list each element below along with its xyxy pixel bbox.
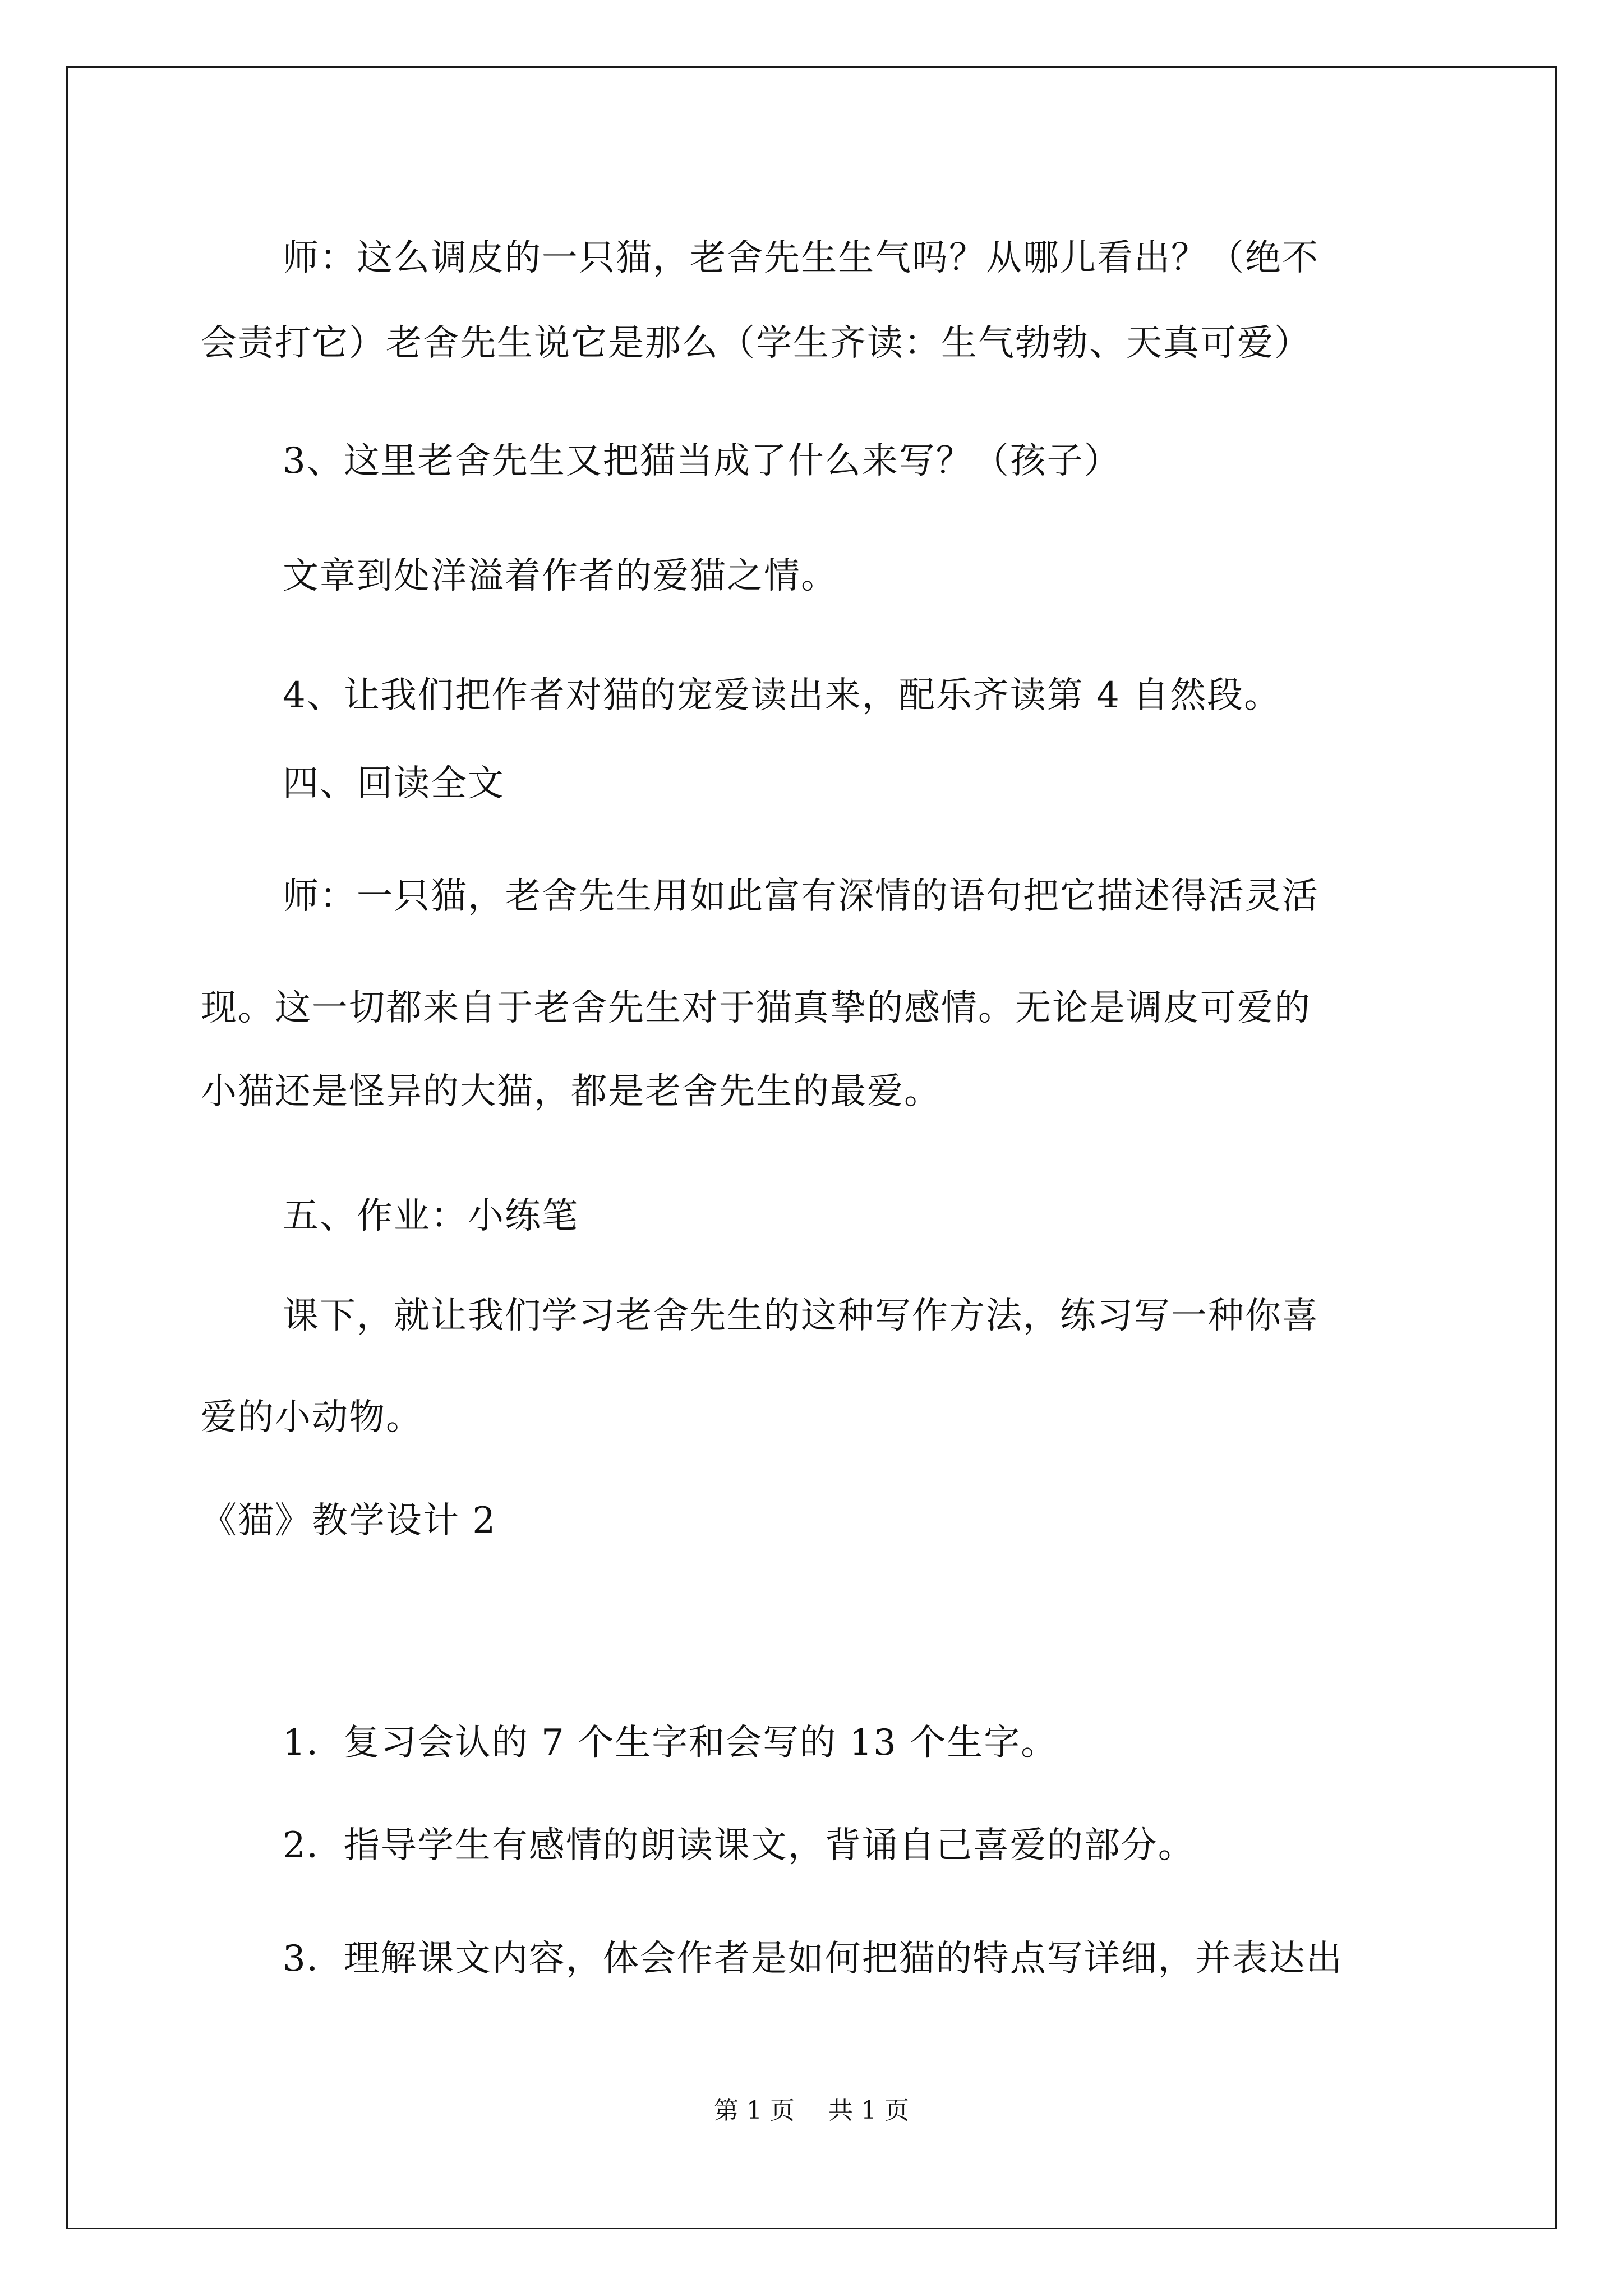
page-border (66, 66, 1557, 2229)
document-title: 《猫》教学设计 2 (201, 1500, 497, 1542)
paragraph-line: 会责打它）老舍先生说它是那么（学生齐读：生气勃勃、天真可爱） (201, 323, 1311, 364)
section-heading: 四、回读全文 (283, 763, 505, 804)
paragraph-line: 4、让我们把作者对猫的宠爱读出来，配乐齐读第 4 自然段。 (283, 675, 1281, 716)
section-heading: 五、作业：小练笔 (283, 1195, 579, 1237)
page-number: 第 1 页 (714, 2096, 795, 2125)
paragraph-line: 爱的小动物。 (201, 1397, 423, 1438)
list-item: 2．指导学生有感情的朗读课文，背诵自己喜爱的部分。 (283, 1825, 1195, 1866)
paragraph-line: 小猫还是怪异的大猫，都是老舍先生的最爱。 (201, 1071, 941, 1112)
page-total: 共 1 页 (828, 2096, 909, 2125)
paragraph-line: 课下，就让我们学习老舍先生的这种写作方法，练习写一种你喜 (283, 1295, 1319, 1337)
paragraph-line: 文章到处洋溢着作者的爱猫之情。 (283, 555, 838, 597)
page-footer (0, 2095, 1623, 2127)
paragraph-line: 3、这里老舍先生又把猫当成了什么来写？（孩子） (283, 440, 1121, 482)
paragraph-line: 师：这么调皮的一只猫，老舍先生生气吗？从哪儿看出？（绝不 (283, 237, 1319, 279)
paragraph-line: 师：一只猫，老舍先生用如此富有深情的语句把它描述得活灵活 (283, 876, 1319, 917)
list-item: 1．复习会认的 7 个生字和会写的 13 个生字。 (283, 1722, 1058, 1764)
list-item: 3．理解课文内容，体会作者是如何把猫的特点写详细，并表达出 (283, 1938, 1343, 1980)
paragraph-line: 现。这一切都来自于老舍先生对于猫真挚的感情。无论是调皮可爱的 (201, 987, 1311, 1029)
